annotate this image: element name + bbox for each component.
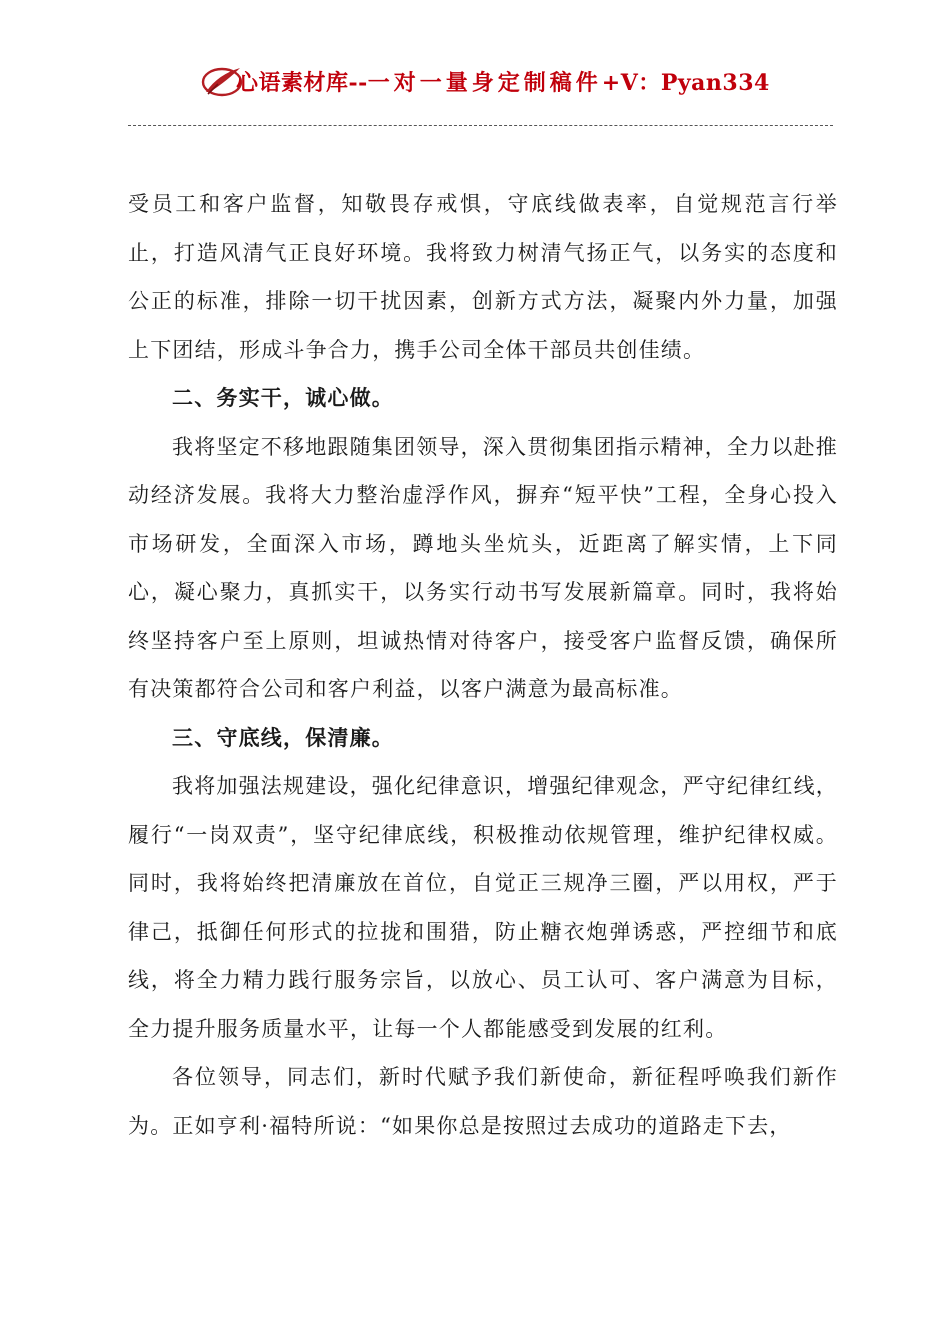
contact-id: Pyan334: [660, 70, 770, 96]
header-separator: --: [348, 70, 368, 96]
paragraph-section-3: 我将加强法规建设，强化纪律意识，增强纪律观念，严守纪律红线，履行“一岗双责”，坚守纪律底线，积极推动依规管理，维护纪律权威。同时，我将始终把清廉放在首位，自觉正三规净三圈，严以用权，严于律己，抵御任何形式的拉拢和围猎，防止糖衣炮弹诱惑，严控细节和底线，将全力精力践行服务宗旨，以放心、员工认可、客户满意为目标，全力提升服务质量水平，让每一个人都能感受到发展的红利。: [128, 774, 838, 1041]
document-body: [128, 180, 838, 1150]
paragraph-section-2: 我将坚定不移地跟随集团领导，深入贯彻集团指示精神，全力以赴推动经济发展。我将大力整治虚浮作风，摒弃“短平快”工程，全身心投入市场研发，全面深入市场，蹲地头坐炕头，近距离了解实情，上下同心，凝心聚力，真抓实干，以务实行动书写发展新篇章。同时，我将始终坚持客户至上原则，坦诚热情对待客户，接受客户监督反馈，确保所有决策都符合公司和客户利益，以客户满意为最高标准。: [128, 434, 838, 701]
paragraph-continuation: 受员工和客户监督，知敬畏存戒惧，守底线做表率，自觉规范言行举止，打造风清气正良好环境。我将致力树清气扬正气，以务实的态度和公正的标准，排除一切干扰因素，创新方式方法，凝聚内外力量，加强上下团结，形成斗争合力，携手公司全体干部员共创佳绩。: [128, 192, 838, 362]
contact-prefix: +V：: [601, 70, 661, 96]
section-heading-2: 二、务实干，诚心做。: [172, 385, 394, 410]
paragraph-closing: 各位领导，同志们，新时代赋予我们新使命，新征程呼唤我们新作为。正如亨利·福特所说：“如果你总是按照过去成功的道路走下去，: [128, 1065, 838, 1138]
header-slogan: 一对一量身定制稿件: [367, 70, 602, 96]
header-title: [236, 66, 770, 97]
header-divider: [128, 125, 833, 126]
brand-name: 心语素材库: [236, 70, 349, 96]
section-heading-3: 三、守底线，保清廉。: [172, 724, 394, 750]
page-header: [0, 52, 950, 112]
